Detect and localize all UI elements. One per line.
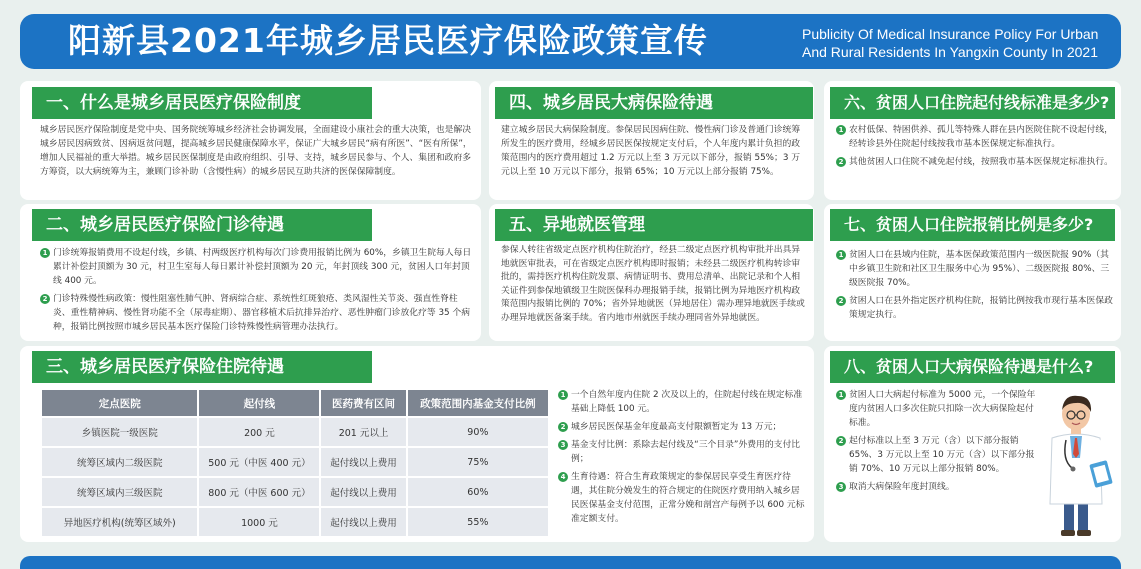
list-item-text: 门诊统筹报销费用不设起付线，乡镇、村两级医疗机构每次门诊费用报销比例为 60%，乡镇卫生院每人每日累计补偿封顶额为 30 元，村卫生室每人每日累计补偿封顶额为 20 元，年封顶线 300 元，贫困人口年封顶线 400 元。 (53, 248, 472, 286)
section-2-list (40, 246, 472, 338)
number-badge: 3 (836, 482, 846, 492)
list-item (558, 438, 806, 466)
table-cell: 乡镇医院一级医院 (41, 417, 198, 447)
table-cell: 90% (407, 417, 549, 447)
section-4-text: 建立城乡居民大病保险制度。参保居民因病住院、慢性病门诊及普通门诊统筹所发生的医疗费用，经城乡居民医保按规定支付后，个人年度内累计负担的政策范围内的医疗费用超过 1.2 万元以上至 3 万元以下部分，报销 55%；3 万元以上至 10 万元以下部分，报销 65%；10 万元以上部分报销 75%。 (501, 125, 801, 177)
list-item (558, 420, 806, 434)
list-item (836, 123, 1114, 151)
table-cell: 201 元以上 (320, 417, 406, 447)
header-banner (20, 14, 1121, 69)
table-cell: 异地医疗机构(统筹区域外) (41, 507, 198, 537)
number-badge: 2 (558, 422, 568, 432)
list-item-text: 城乡居民医保基金年度最高支付限额暂定为 13 万元； (571, 422, 782, 432)
table-cell: 起付线以上费用 (320, 477, 406, 507)
section-8-panel (824, 346, 1121, 542)
list-item-text: 贫困人口大病起付标准为 5000 元，一个保险年度内贫困人口多次住院只扣除一次大病保险起付标准。 (849, 390, 1036, 428)
list-item (836, 155, 1114, 169)
table-cell: 500 元（中医 400 元） (198, 447, 320, 477)
list-item-text: 贫困人口在县外指定医疗机构住院，报销比例按我市现行基本医保政策规定执行。 (849, 296, 1113, 320)
section-8-title: 八、贫困人口大病保险待遇是什么? (830, 351, 1115, 383)
number-badge: 1 (836, 250, 846, 260)
section-1-panel (20, 81, 481, 200)
table-cell: 起付线以上费用 (320, 507, 406, 537)
section-7-list (836, 248, 1114, 326)
number-badge: 3 (558, 440, 568, 450)
list-item-text: 贫困人口在县域内住院，基本医保政策范围内一级医院报 90%（其中乡镇卫生院和社区卫生服务中心为 95%）、二级医院报 80%、三级医院报 70%。 (849, 250, 1110, 288)
table-header-hospital: 定点医院 (41, 389, 198, 417)
list-item (40, 292, 472, 334)
list-item (558, 388, 806, 416)
section-7-panel (824, 204, 1121, 341)
number-badge: 2 (836, 296, 846, 306)
table-cell: 起付线以上费用 (320, 447, 406, 477)
footer-banner (20, 556, 1121, 569)
list-item-text: 门诊特殊慢性病政策：慢性阻塞性肺气肿、肾病综合症、系统性红斑狼疮、类风湿性关节炎、强直性脊柱炎、重性精神病、慢性肾功能不全（尿毒症期）、器官移植术后抗排异治疗、恶性肿瘤门诊放化疗等 35 个病种，报销比例按照市城乡居民基本医疗保险门诊特殊慢性病管理办法执行。 (53, 294, 471, 332)
list-item-text: 起付标准以上至 3 万元（含）以下部分报销 65%、3 万元以上至 10 万元（含）以下部分报销 70%、10 万元以上部分报销 80%。 (849, 436, 1035, 474)
table-cell: 200 元 (198, 417, 320, 447)
table-row (41, 447, 549, 477)
section-3-title: 三、城乡居民医疗保险住院待遇 (32, 351, 372, 383)
table-cell: 55% (407, 507, 549, 537)
list-item-text: 基金支付比例：系除去起付线及“三个目录”外费用的支付比例； (571, 440, 801, 464)
table-row (41, 477, 549, 507)
section-6-panel (824, 81, 1121, 200)
section-3-list (558, 388, 806, 530)
section-5-title: 五、异地就医管理 (495, 209, 813, 241)
table-header-range: 医药费有区间 (320, 389, 406, 417)
table-cell: 统筹区域内二级医院 (41, 447, 198, 477)
table-header-deductible: 起付线 (198, 389, 320, 417)
table-cell: 75% (407, 447, 549, 477)
number-badge: 1 (836, 390, 846, 400)
table-cell: 800 元（中医 600 元） (198, 477, 320, 507)
list-item (836, 388, 1036, 430)
list-item (40, 246, 472, 288)
section-5-text: 参保人转往省级定点医疗机构住院治疗，经县二级定点医疗机构审批并出具异地就医审批表，可在省级定点医疗机构即时报销；未经县二级医疗机构转诊审批的，需持医疗机构住院发票、病情证明书、费用总清单、出院记录和个人相关证件到参保地镇级卫生院医保科办理报销手续，报销比例为异地医疗机构政策范围内报销比例的 70%；省外异地就医（异地居住）需办理异地就医手续或办理异地就医备案手续。省内地市州就医手续办理同省外异地就医。 (501, 245, 805, 323)
section-8-list (836, 388, 1036, 498)
page-title: 阳新县2021年城乡居民医疗保险政策宣传 (68, 21, 708, 60)
list-item (836, 434, 1036, 476)
section-2-panel (20, 204, 481, 341)
hospitalization-table (40, 388, 550, 538)
number-badge: 1 (40, 248, 50, 258)
list-item-text: 取消大病保险年度封顶线。 (849, 482, 955, 492)
list-item (836, 248, 1114, 290)
section-1-title: 一、什么是城乡居民医疗保险制度 (32, 87, 372, 119)
number-badge: 2 (836, 436, 846, 446)
section-7-title: 七、贫困人口住院报销比例是多少? (830, 209, 1115, 241)
subtitle-en-line1: Publicity Of Medical Insurance Policy For Urban (802, 26, 1099, 42)
number-badge: 2 (40, 294, 50, 304)
section-4-title: 四、城乡居民大病保险待遇 (495, 87, 813, 119)
number-badge: 4 (558, 472, 568, 482)
table-header-ratio: 政策范围内基金支付比例 (407, 389, 549, 417)
doctor-illustration-icon (1036, 388, 1116, 538)
list-item (558, 470, 806, 526)
table-row (41, 507, 549, 537)
table-cell: 统筹区域内三级医院 (41, 477, 198, 507)
list-item (836, 480, 1036, 494)
list-item (836, 294, 1114, 322)
list-item-text: 其他贫困人口住院不减免起付线，按照我市基本医保规定标准执行。 (849, 157, 1113, 167)
number-badge: 1 (558, 390, 568, 400)
page-subtitle-en (802, 25, 1112, 61)
section-3-panel (20, 346, 814, 542)
list-item-text: 生育待遇：符合生育政策规定的参保居民享受生育医疗待遇，其住院分娩发生的符合规定的住院医疗费用纳入城乡居民医保基金支付范围，正常分娩和剖宫产每例予以 600 元标准定额支付。 (571, 472, 805, 524)
section-1-text: 城乡居民医疗保险制度是党中央、国务院统筹城乡经济社会协调发展，全面建设小康社会的重大决策，也是解决城乡居民因病致贫、因病返贫问题，提高城乡居民健康保障水平，保证广大城乡居民“病有所医”、“医有所保”，增加人民福祉的重大举措。城乡居民医保制度是由政府组织、引导、支持，城乡居民参与、个人、集团和政府多方筹资，以大病统筹为主，兼顾门诊补助（含慢性病）的城乡居民互助共济的医保保障制度。 (40, 125, 472, 177)
table-cell: 60% (407, 477, 549, 507)
section-2-title: 二、城乡居民医疗保险门诊待遇 (32, 209, 372, 241)
number-badge: 2 (836, 157, 846, 167)
table-row (41, 417, 549, 447)
section-6-title: 六、贫困人口住院起付线标准是多少? (830, 87, 1115, 119)
list-item-text: 一个自然年度内住院 2 次及以上的，住院起付线在规定标准基础上降低 100 元。 (571, 390, 803, 414)
list-item-text: 农村低保、特困供养、孤儿等特殊人群在县内医院住院不设起付线，经转诊县外住院起付线按我市基本医保规定标准执行。 (849, 125, 1113, 149)
number-badge: 1 (836, 125, 846, 135)
section-5-panel (489, 204, 814, 341)
section-4-panel (489, 81, 814, 200)
table-cell: 1000 元 (198, 507, 320, 537)
section-6-list (836, 123, 1114, 173)
subtitle-en-line2: And Rural Residents In Yangxin County In 2021 (802, 44, 1099, 60)
